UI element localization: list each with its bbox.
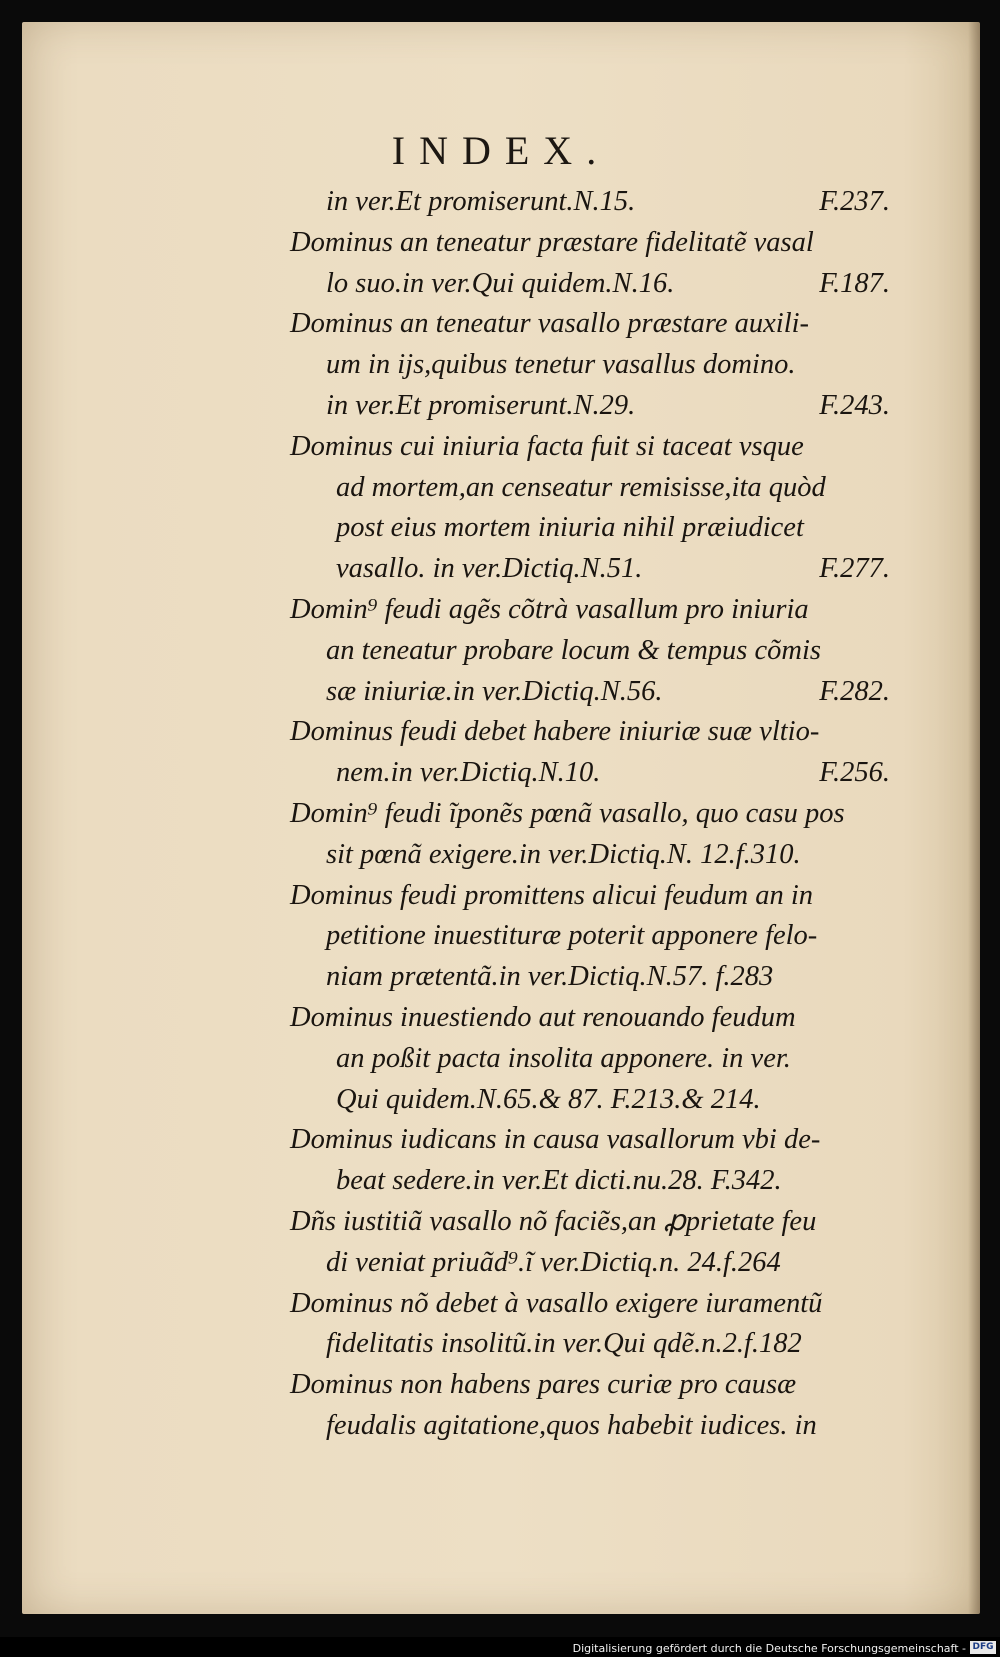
index-line bbox=[290, 712, 890, 753]
folio-reference: F.277. bbox=[819, 553, 890, 585]
index-line bbox=[290, 549, 890, 590]
index-line-text: in ver.Et promiserunt.N.29. bbox=[326, 389, 636, 421]
index-line-text: Dominus iudicans in causa vasallorum vbi de- bbox=[290, 1124, 821, 1156]
index-line bbox=[290, 1202, 890, 1243]
index-line bbox=[290, 1120, 890, 1161]
index-line-text: sæ iniuriæ.in ver.Dictiq.N.56. bbox=[326, 675, 663, 707]
index-line bbox=[290, 1243, 890, 1284]
footer-bar bbox=[0, 1637, 1000, 1657]
index-entries bbox=[290, 182, 890, 1447]
index-line bbox=[290, 508, 890, 549]
index-line bbox=[290, 1365, 890, 1406]
index-line bbox=[290, 835, 890, 876]
index-line-text: Dñs iustitiã vasallo nõ faciẽs,an ꝓprietate feu bbox=[290, 1205, 817, 1237]
footer-credit: Digitalisierung gefördert durch die Deutsche Forschungsgemeinschaft - bbox=[572, 1642, 966, 1655]
index-line bbox=[290, 916, 890, 957]
index-line-text: Dominus cui iniuria facta fuit si taceat vsque bbox=[290, 430, 804, 462]
index-line-text: an poßit pacta insolita apponere. in ver. bbox=[336, 1042, 791, 1074]
index-line-text: Dominus an teneatur præstare fidelitatẽ vasal bbox=[290, 226, 814, 258]
index-line bbox=[290, 345, 890, 386]
index-line-text: sit pœnã exigere.in ver.Dictiq.N. 12.f.310. bbox=[326, 838, 801, 870]
index-line-text: Dominus inuestiendo aut renouando feudum bbox=[290, 1001, 796, 1033]
index-line bbox=[290, 427, 890, 468]
index-line bbox=[290, 957, 890, 998]
index-line bbox=[290, 1324, 890, 1365]
index-line bbox=[290, 1284, 890, 1325]
page-header: INDEX. bbox=[391, 128, 611, 173]
index-line-text: Dominus an teneatur vasallo præstare auxili- bbox=[290, 308, 810, 340]
index-line-text: feudalis agitatione,quos habebit iudices. in bbox=[326, 1409, 817, 1441]
index-line bbox=[290, 182, 890, 223]
index-line-text: Dominus feudi promittens alicui feudum an in bbox=[290, 879, 813, 911]
index-line bbox=[290, 386, 890, 427]
index-line-text: ad mortem,an censeatur remisisse,ita quòd bbox=[336, 471, 826, 503]
index-line-text: post eius mortem iniuria nihil præiudicet bbox=[336, 512, 804, 544]
folio-reference: F.256. bbox=[819, 757, 890, 789]
index-line-text: fidelitatis insolitũ.in ver.Qui qdẽ.n.2.f.182 bbox=[326, 1328, 802, 1360]
index-line bbox=[290, 753, 890, 794]
index-line bbox=[290, 468, 890, 509]
index-line-text: vasallo. in ver.Dictiq.N.51. bbox=[336, 553, 643, 585]
folio-reference: F.237. bbox=[819, 186, 890, 217]
index-line-text: lo suo.in ver.Qui quidem.N.16. bbox=[326, 267, 675, 299]
index-line-text: an teneatur probare locum & tempus cõmis bbox=[326, 634, 821, 666]
index-line-text: petitione inuestituræ poterit apponere felo- bbox=[326, 920, 818, 952]
index-line-text: in ver.Et promiserunt.N.15. bbox=[326, 186, 636, 217]
index-line-text: Dominus nõ debet à vasallo exigere iuramentũ bbox=[290, 1287, 823, 1319]
index-line bbox=[290, 631, 890, 672]
index-line bbox=[290, 876, 890, 917]
index-line bbox=[290, 264, 890, 305]
index-line-text: nem.in ver.Dictiq.N.10. bbox=[336, 757, 601, 789]
index-line-text: Domin⁹ feudi agẽs cõtrà vasallum pro iniuria bbox=[290, 593, 809, 625]
index-line bbox=[290, 794, 890, 835]
index-line bbox=[290, 1080, 890, 1121]
index-line bbox=[290, 304, 890, 345]
index-line-text: Dominus non habens pares curiæ pro causæ bbox=[290, 1369, 797, 1401]
index-line bbox=[290, 1161, 890, 1202]
index-line bbox=[290, 223, 890, 264]
index-line-text: Qui quidem.N.65.& 87. F.213.& 214. bbox=[336, 1083, 761, 1115]
index-line-text: Domin⁹ feudi ĩponẽs pœnã vasallo, quo casu pos bbox=[290, 797, 845, 829]
index-line-text: di veniat priuãd⁹.ĩ ver.Dictiq.n. 24.f.264 bbox=[326, 1246, 781, 1278]
folio-reference: F.243. bbox=[819, 389, 890, 421]
index-line bbox=[290, 590, 890, 631]
index-line bbox=[290, 1039, 890, 1080]
index-line bbox=[290, 672, 890, 713]
book-page bbox=[22, 22, 980, 1614]
dfg-logo-icon: DFG bbox=[970, 1641, 996, 1654]
index-line-text: beat sedere.in ver.Et dicti.nu.28. F.342. bbox=[336, 1165, 782, 1197]
index-line-text: niam prætentã.in ver.Dictiq.N.57. f.283 bbox=[326, 961, 774, 993]
index-line-text: um in ijs,quibus tenetur vasallus domino. bbox=[326, 349, 796, 381]
folio-reference: F.282. bbox=[819, 675, 890, 707]
index-line bbox=[290, 998, 890, 1039]
index-line bbox=[290, 1406, 890, 1447]
index-line-text: Dominus feudi debet habere iniuriæ suæ vltio- bbox=[290, 716, 820, 748]
folio-reference: F.187. bbox=[819, 267, 890, 299]
